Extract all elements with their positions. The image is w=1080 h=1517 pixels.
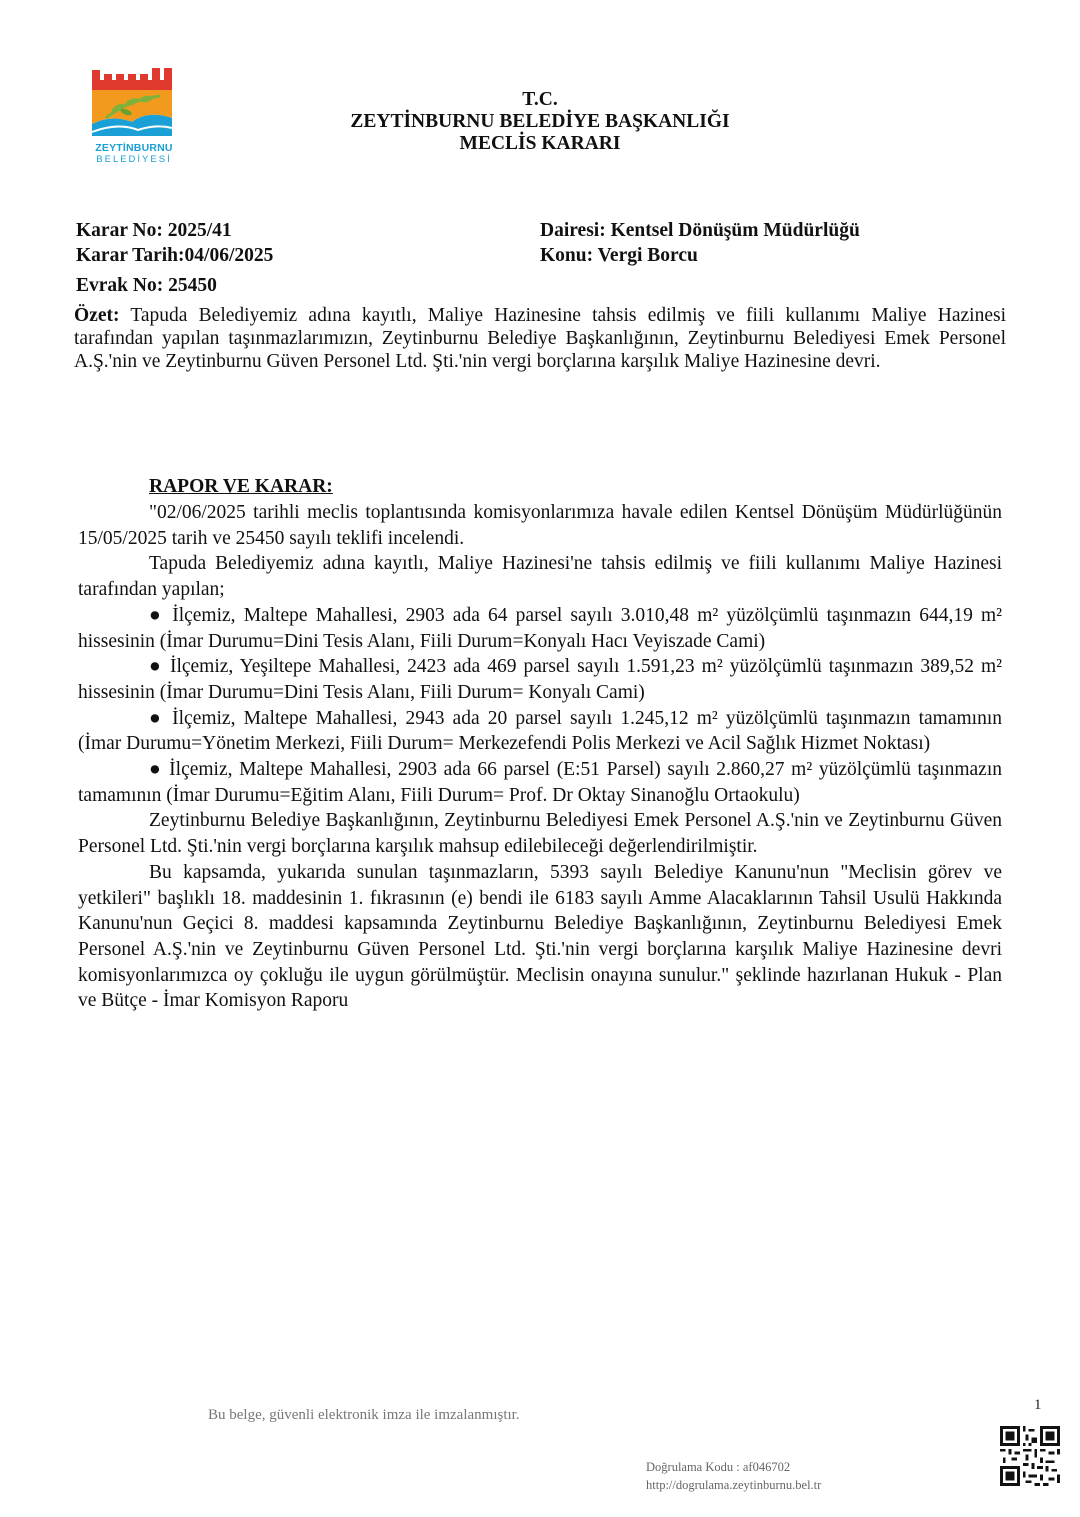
- evrak-no: Evrak No: 25450: [76, 275, 217, 296]
- logo-text: [86, 142, 182, 165]
- page-number: 1: [1034, 1397, 1042, 1413]
- report-paragraph: "02/06/2025 tarihli meclis toplantısında komisyonlarımıza havale edilen Kentsel Dönüşüm Müdürlüğünün 15/05/2025 tarih ve 25450 sayılı teklifi incelendi.: [78, 502, 1002, 549]
- qr-code-icon: [1000, 1426, 1060, 1486]
- dairesi: Dairesi: Kentsel Dönüşüm Müdürlüğü: [540, 220, 860, 241]
- header-title: MECLİS KARARI: [459, 133, 621, 154]
- header-institution: ZEYTİNBURNU BELEDİYE BAŞKANLIĞI: [350, 111, 730, 132]
- document-header: [300, 89, 780, 155]
- konu: Konu: Vergi Borcu: [540, 245, 698, 266]
- report-bullet: ● İlçemiz, Yeşiltepe Mahallesi, 2423 ada 469 parsel sayılı 1.591,23 m² yüzölçümlü taşınmazın 389,52 m² hissesinin (İmar Durumu=Dini Tesis Alanı, Fiili Durum= Konyalı Cami): [78, 656, 1002, 703]
- e-signature-note: Bu belge, güvenli elektronik imza ile imzalanmıştır.: [208, 1407, 520, 1423]
- report-bullet: ● İlçemiz, Maltepe Mahallesi, 2943 ada 20 parsel sayılı 1.245,12 m² yüzölçümlü taşınmazın tamamının (İmar Durumu=Yönetim Merkezi, Fiili Durum= Merkezefendi Polis Merkezi ve Acil Sağlık Hizmet Noktası): [78, 707, 1002, 755]
- summary: [74, 304, 1006, 373]
- report-paragraph: Tapuda Belediyemiz adına kayıtlı, Maliye Hazinesi'ne tahsis edilmiş ve fiili kullanımı Maliye Hazinesi tarafından yapılan;: [78, 553, 1002, 601]
- report-bullet: ● İlçemiz, Maltepe Mahallesi, 2903 ada 66 parsel (E:51 Parsel) sayılı 2.860,27 m² yüzölçümlü taşınmazın tamamının (İmar Durumu=Eğitim Alanı, Fiili Durum= Prof. Dr Oktay Sinanoğlu Ortaokulu): [78, 759, 1002, 806]
- karar-no: Karar No: 2025/41: [76, 220, 232, 241]
- logo-sub: BELEDİYESİ: [96, 154, 172, 165]
- report-paragraph: Bu kapsamda, yukarıda sunulan taşınmazların, 5393 sayılı Belediye Kanunu'nun "Meclisin görev ve yetkileri" başlıklı 18. maddesinin 1. fıkrasının (e) bendi ile 6183 sayılı Amme Alacaklarının Tahsil Usulü Hakkında Kanunu'nun Geçici 8. maddesi kapsamında Zeytinburnu Belediye Başkanlığının, Zeytinburnu Belediyesi Emek Personel A.Ş.'nin ve Zeytinburnu Güven Personel Ltd. Şti.'nin vergi borçlarına karşılık Maliye Hazinesine devri komisyonlarımızca oy çokluğu ile uygun görülmüştür. Meclisin onayına sunulur." şeklinde hazırlanan Hukuk - Plan ve Bütçe - İmar Komisyon Raporu: [78, 861, 1002, 1012]
- report-bullet: ● İlçemiz, Maltepe Mahallesi, 2903 ada 64 parsel sayılı 3.010,48 m² yüzölçümlü taşınmazın 644,19 m² hissesinin (İmar Durumu=Dini Tesis Alanı, Fiili Durum=Konyalı Hacı Veyiszade Cami): [78, 604, 1002, 652]
- report-body: [78, 500, 1002, 1014]
- report-title: RAPOR VE KARAR:: [149, 476, 333, 497]
- verification-info: [646, 1458, 821, 1494]
- summary-label: Özet:: [74, 305, 120, 326]
- karar-tarih: Karar Tarih:04/06/2025: [76, 245, 274, 266]
- logo-name: ZEYTİNBURNU: [95, 142, 173, 154]
- verification-code: Doğrulama Kodu : af046702: [646, 1460, 791, 1474]
- header-tc: T.C.: [522, 89, 558, 110]
- report-paragraph: Zeytinburnu Belediye Başkanlığının, Zeytinburnu Belediyesi Emek Personel A.Ş.'nin ve Zeytinburnu Güven Personel Ltd. Şti.'nin vergi borçlarına karşılık mahsup edilebileceği değerlendirilmiştir.: [78, 810, 1002, 858]
- verification-url[interactable]: http://dogrulama.zeytinburnu.bel.tr: [646, 1478, 822, 1492]
- summary-text: Tapuda Belediyemiz adına kayıtlı, Maliye Hazinesine tahsis edilmiş ve fiili kullanımı Maliye Hazinesi tarafından yapılan taşınmazlarımızın, Zeytinburnu Belediye Başkanlığının, Zeytinburnu Belediyesi Emek Personel A.Ş.'nin ve Zeytinburnu Güven Personel Ltd. Şti.'nin vergi borçlarına karşılık Maliye Hazinesine devri.: [74, 305, 1006, 372]
